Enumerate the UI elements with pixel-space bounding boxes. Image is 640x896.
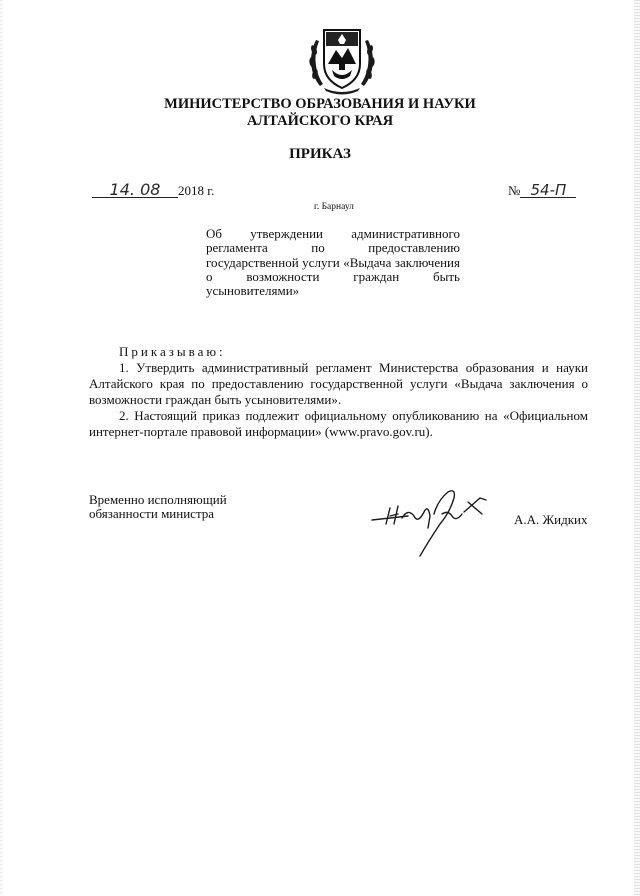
document-type-title: ПРИКАЗ bbox=[289, 146, 351, 162]
signer-position-line2: обязанности министра bbox=[89, 506, 215, 521]
signer-name: А.А. Жидких bbox=[514, 512, 588, 527]
signer-position bbox=[89, 493, 289, 521]
handwritten-signature-icon bbox=[368, 478, 500, 564]
city-name: г. Барнаул bbox=[314, 202, 354, 212]
number-sign: № bbox=[508, 183, 521, 198]
order-subject: Об утверждении административного регламента по предоставлению государственной услуги «Выдача заключения о возможности граждан быть усыновителями» bbox=[206, 226, 460, 299]
handwritten-number: 54-П bbox=[520, 183, 576, 198]
scan-edge-right bbox=[634, 0, 640, 896]
order-date bbox=[92, 180, 215, 199]
scan-edge-left bbox=[0, 0, 3, 896]
order-item-2: 2. Настоящий приказ подлежит официальному опубликованию на «Официальном интернет-портале правовой информации» (www.pravo.gov.ru). bbox=[89, 408, 588, 439]
order-intro: Приказываю: bbox=[119, 344, 226, 359]
handwritten-date: 14. 08 bbox=[92, 183, 178, 198]
order-number bbox=[508, 183, 576, 199]
ministry-name-line1: МИНИСТЕРСТВО ОБРАЗОВАНИЯ И НАУКИ bbox=[164, 96, 476, 112]
ministry-name-line2: АЛТАЙСКОГО КРАЯ bbox=[246, 113, 394, 129]
signer-position-line1: Временно исполняющий bbox=[89, 492, 227, 507]
order-item-1: 1. Утвердить административный регламент Министерства образования и науки Алтайского края по предоставлению государственной услуги «Выдача заключения о возможности граждан быть усыновителями». bbox=[89, 360, 588, 407]
altai-krai-coat-of-arms-icon bbox=[306, 20, 378, 98]
order-year: 2018 г. bbox=[178, 183, 215, 198]
order-body bbox=[89, 344, 588, 440]
